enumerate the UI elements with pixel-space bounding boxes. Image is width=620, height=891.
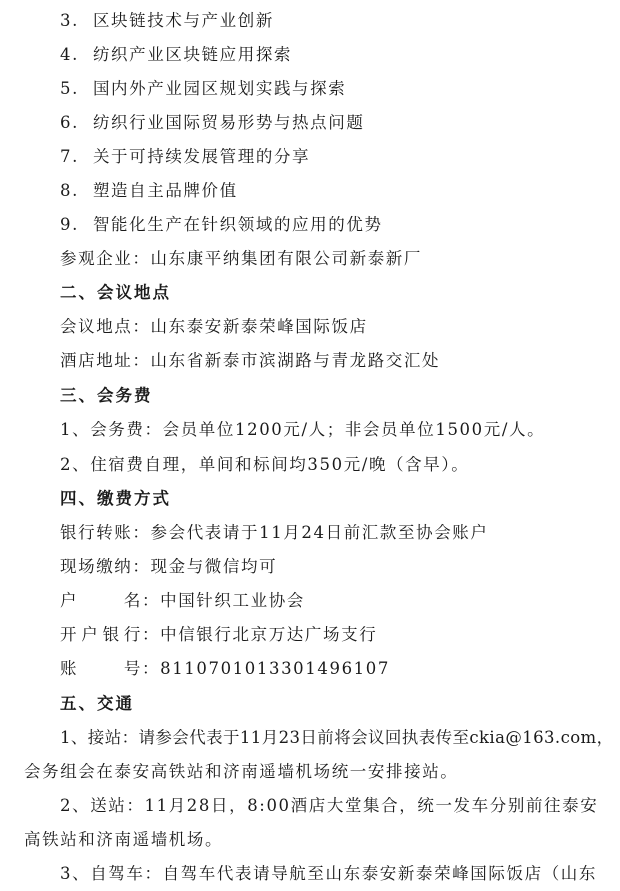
bank-label: 开户银行 <box>60 625 142 644</box>
bank-line <box>0 618 620 652</box>
section-heading-payment: 四、缴费方式 <box>60 489 171 508</box>
pickup-line: 1、接站：请参会代表于11月23日前将会议回执表传至ckia@163.com， <box>60 728 614 747</box>
section-heading-venue: 二、会议地点 <box>60 283 171 302</box>
account-name-line <box>0 584 620 618</box>
visit-company: 参观企业：山东康平纳集团有限公司新泰新厂 <box>60 249 422 268</box>
self-drive-line: 3、自驾车：自驾车代表请导航至山东泰安新泰荣峰国际饭店（山东 <box>60 864 597 883</box>
topic-item: 7. 关于可持续发展管理的分享 <box>60 147 311 166</box>
topic-item: 8. 塑造自主品牌价值 <box>60 181 238 200</box>
topic-item: 5. 国内外产业园区规划实践与探索 <box>60 79 347 98</box>
account-number-line <box>0 652 620 686</box>
lodging-line: 2、住宿费自理，单间和标间均350元/晚（含早）。 <box>60 455 470 474</box>
section-heading-transport: 五、交通 <box>60 694 134 713</box>
account-name-label: 户名 <box>60 591 142 610</box>
dropoff-line: 2、送站：11月28日，8:00酒店大堂集合，统一发车分别前往泰安 <box>60 796 599 815</box>
topic-item: 9. 智能化生产在针织领域的应用的优势 <box>60 215 383 234</box>
account-number-value: ：8110701013301496107 <box>142 659 390 678</box>
account-name-value: ：中国针织工业协会 <box>142 591 305 610</box>
topic-item: 4. 纺织产业区块链应用探索 <box>60 45 293 64</box>
venue-line: 会议地点：山东泰安新泰荣峰国际饭店 <box>60 317 368 336</box>
bank-transfer-line: 银行转账：参会代表请于11月24日前汇款至协会账户 <box>60 523 489 542</box>
onsite-payment-line: 现场缴纳：现金与微信均可 <box>60 557 278 576</box>
topic-item: 6. 纺织行业国际贸易形势与热点问题 <box>60 113 365 132</box>
section-heading-fee: 三、会务费 <box>60 386 153 405</box>
address-line: 酒店地址：山东省新泰市滨湖路与青龙路交汇处 <box>60 351 441 370</box>
topic-item: 3. 区块链技术与产业创新 <box>60 11 274 30</box>
fee-line: 1、会务费：会员单位1200元/人；非会员单位1500元/人。 <box>60 420 546 439</box>
dropoff-line-continued: 高铁站和济南遥墙机场。 <box>24 830 224 849</box>
pickup-line-continued: 会务组会在泰安高铁站和济南遥墙机场统一安排接站。 <box>24 762 459 781</box>
account-number-label: 账号 <box>60 659 142 678</box>
bank-value: ：中信银行北京万达广场支行 <box>142 625 378 644</box>
